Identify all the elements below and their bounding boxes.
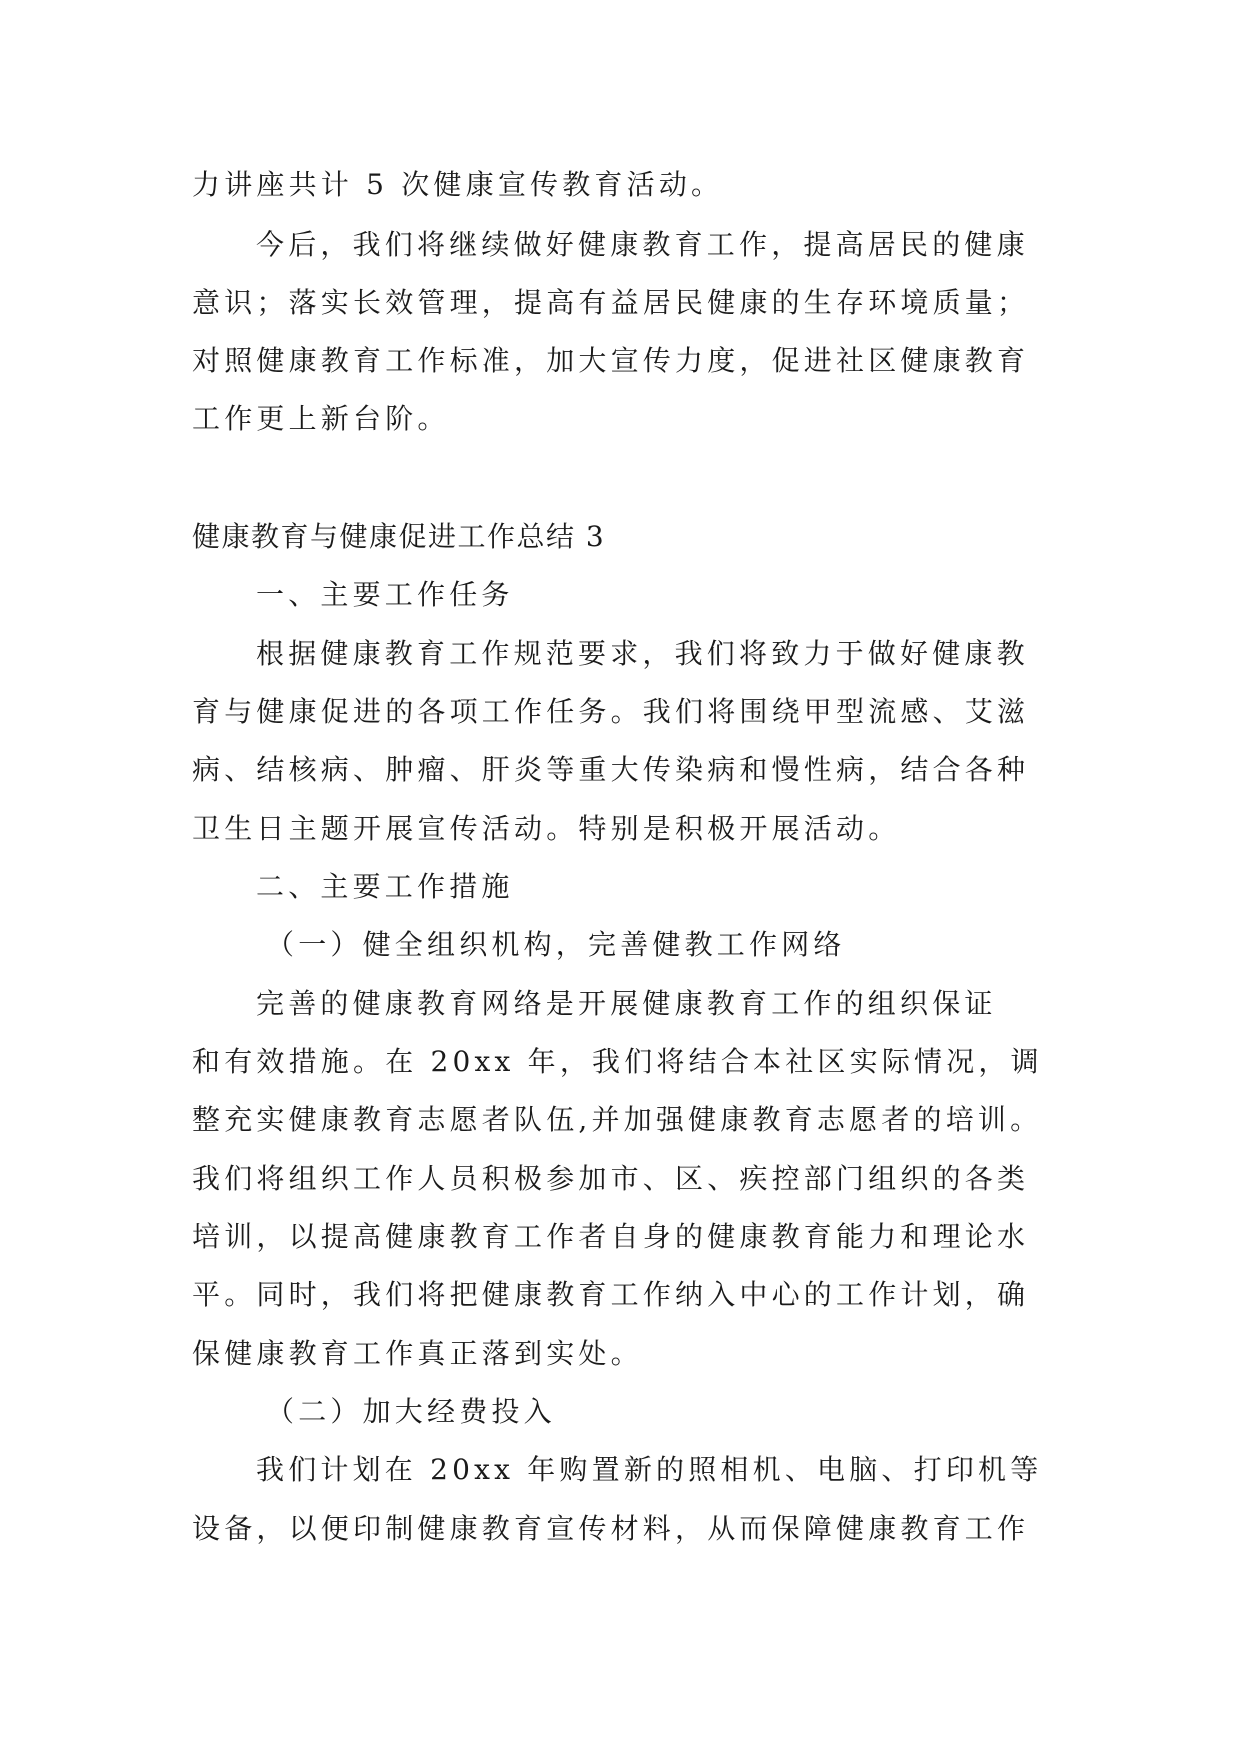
paragraph-line: 对照健康教育工作标准，加大宣传力度，促进社区健康教育 — [192, 344, 1030, 377]
paragraph-line: 培训，以提高健康教育工作者自身的健康教育能力和理论水 — [192, 1220, 1030, 1253]
subsection-heading: （二）加大经费投入 — [266, 1395, 556, 1428]
paragraph-line: 和有效措施。在 20xx 年，我们将结合本社区实际情况，调 — [192, 1045, 1043, 1078]
paragraph-line: 力讲座共计 5 次健康宣传教育活动。 — [192, 168, 724, 201]
paragraph-line: 整充实健康教育志愿者队伍,并加强健康教育志愿者的培训。 — [192, 1103, 1043, 1136]
paragraph-line: 卫生日主题开展宣传活动。特别是积极开展活动。 — [192, 812, 901, 845]
subsection-heading: （一）健全组织机构，完善健教工作网络 — [266, 928, 846, 961]
paragraph-line: 我们计划在 20xx 年购置新的照相机、电脑、打印机等 — [256, 1453, 1043, 1486]
paragraph-line: 今后，我们将继续做好健康教育工作，提高居民的健康 — [256, 228, 1029, 261]
paragraph-line: 设备，以便印制健康教育宣传材料，从而保障健康教育工作 — [192, 1512, 1030, 1545]
paragraph-line: 工作更上新台阶。 — [192, 402, 450, 435]
section-heading: 一、主要工作任务 — [256, 578, 514, 611]
paragraph-line: 病、结核病、肿瘤、肝炎等重大传染病和慢性病，结合各种 — [192, 753, 1030, 786]
paragraph-line: 育与健康促进的各项工作任务。我们将围绕甲型流感、艾滋 — [192, 695, 1030, 728]
paragraph-line: 平。同时，我们将把健康教育工作纳入中心的工作计划，确 — [192, 1278, 1030, 1311]
paragraph-line: 完善的健康教育网络是开展健康教育工作的组织保证 — [256, 987, 997, 1020]
section-heading: 二、主要工作措施 — [256, 870, 514, 903]
paragraph-line: 保健康教育工作真正落到实处。 — [192, 1337, 643, 1370]
section-title: 健康教育与健康促进工作总结 3 — [192, 520, 606, 553]
paragraph-line: 意识；落实长效管理，提高有益居民健康的生存环境质量； — [192, 286, 1030, 319]
paragraph-line: 根据健康教育工作规范要求，我们将致力于做好健康教 — [256, 637, 1029, 670]
paragraph-line: 我们将组织工作人员积极参加市、区、疾控部门组织的各类 — [192, 1162, 1030, 1195]
